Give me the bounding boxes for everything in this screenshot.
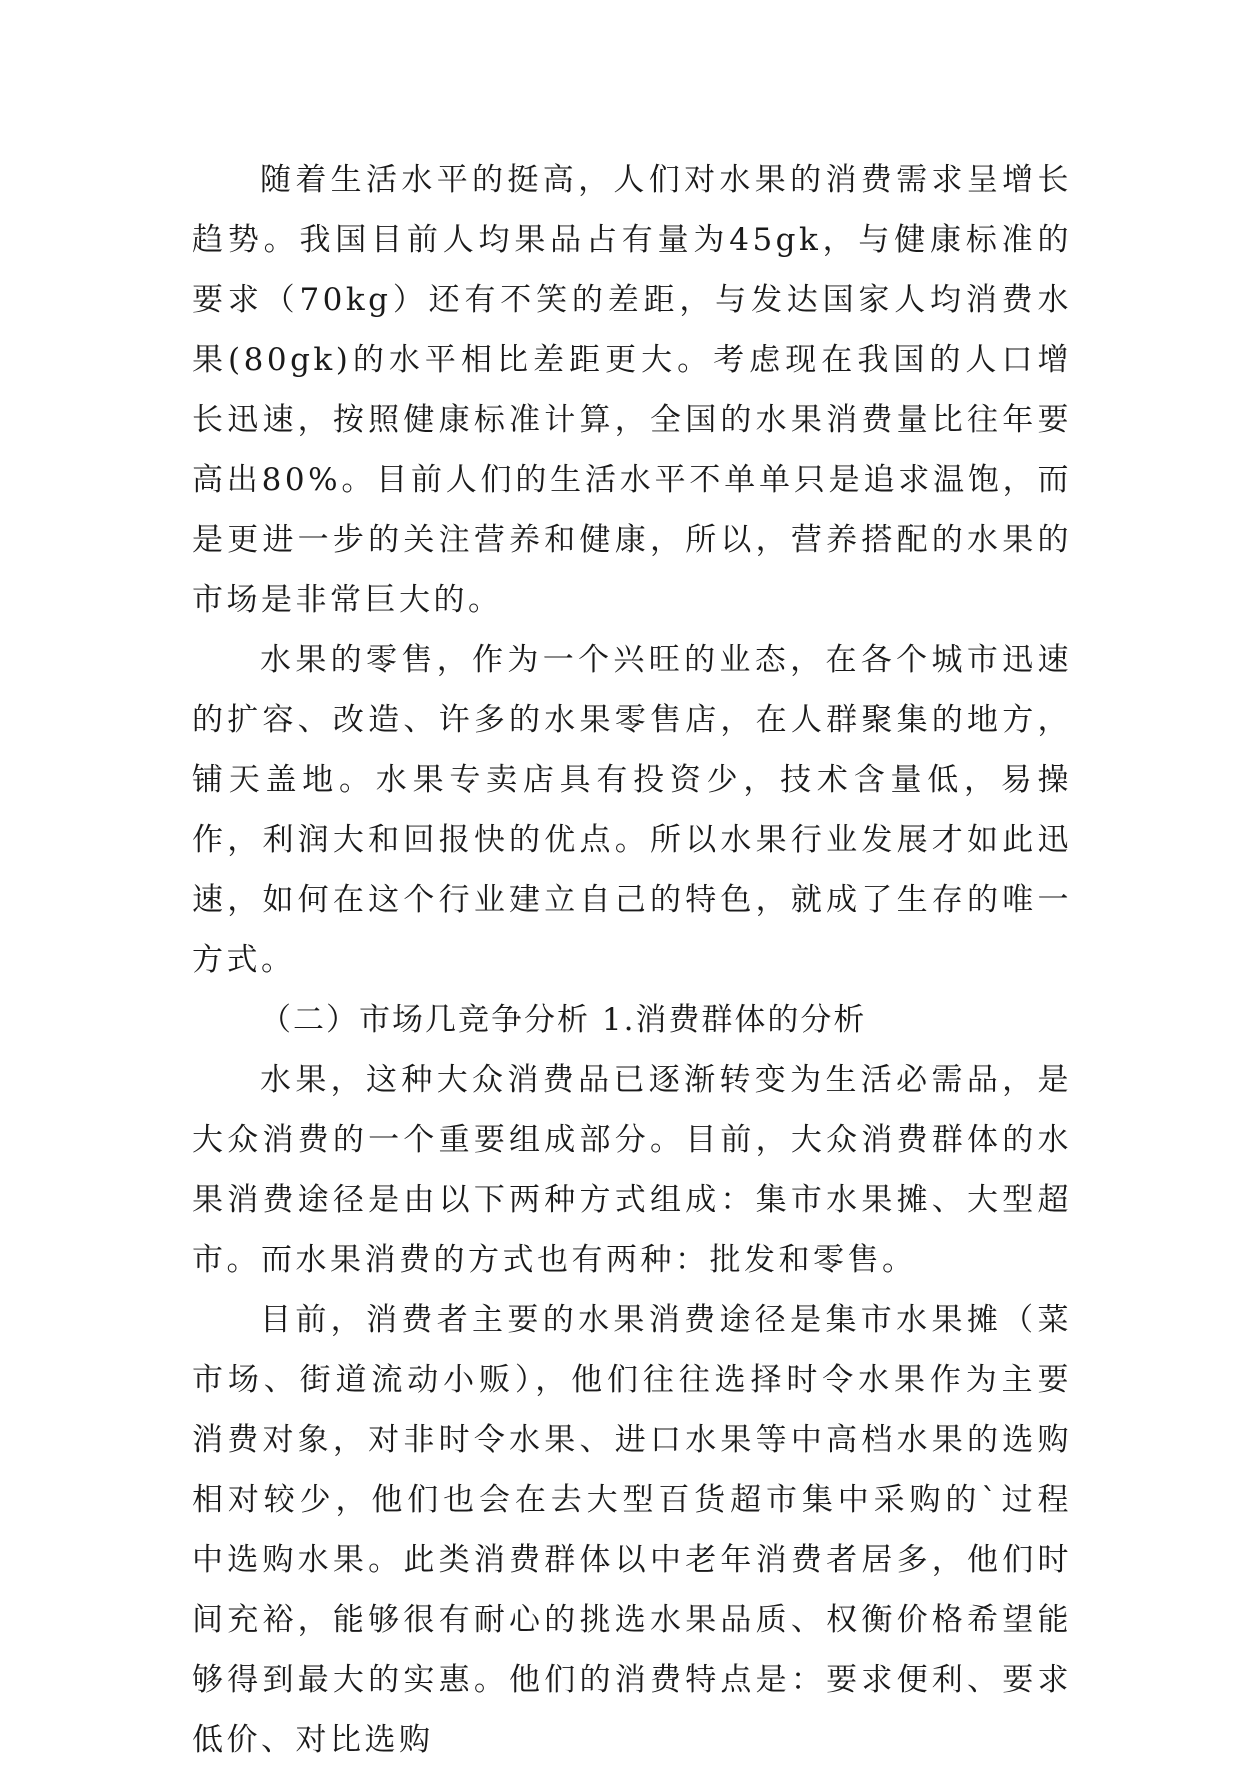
paragraph-consumer-behavior: 目前，消费者主要的水果消费途径是集市水果摊（菜市场、街道流动小贩），他们往往选择时令水果作为主要消费对象，对非时令水果、进口水果等中高档水果的选购相对较少，他们也会在去大型百货超市集中采购的`过程中选购水果。此类消费群体以中老年消费者居多，他们时间充裕，能够很有耐心的挑选水果品质、权衡价格希望能够得到最大的实惠。他们的消费特点是：要求便利、要求低价、对比选购 (192, 1302, 1072, 1758)
paragraph-fruit-retail: 水果的零售，作为一个兴旺的业态，在各个城市迅速的扩容、改造、许多的水果零售店，在人群聚集的地方，铺天盖地。水果专卖店具有投资少，技术含量低，易操作，利润大和回报快的优点。所以水果行业发展才如此迅速，如何在这个行业建立自己的特色，就成了生存的唯一方式。 (192, 642, 1072, 978)
document-body (192, 150, 1072, 1770)
section-heading-market-competition: （二）市场几竞争分析 1.消费群体的分析 (260, 1002, 867, 1038)
paragraph-consumption-demand: 随着生活水平的挺高，人们对水果的消费需求呈增长趋势。我国目前人均果品占有量为45gk，与健康标准的要求（70kg）还有不笑的差距，与发达国家人均消费水果(80gk)的水平相比差距更大。考虑现在我国的人口增长迅速，按照健康标准计算，全国的水果消费量比往年要高出80%。目前人们的生活水平不单单只是追求温饱，而是更进一步的关注营养和健康，所以，营养搭配的水果的市场是非常巨大的。 (192, 162, 1072, 618)
paragraph-consumer-channels: 水果，这种大众消费品已逐渐转变为生活必需品，是大众消费的一个重要组成部分。目前，大众消费群体的水果消费途径是由以下两种方式组成：集市水果摊、大型超市。而水果消费的方式也有两种：批发和零售。 (192, 1062, 1072, 1278)
